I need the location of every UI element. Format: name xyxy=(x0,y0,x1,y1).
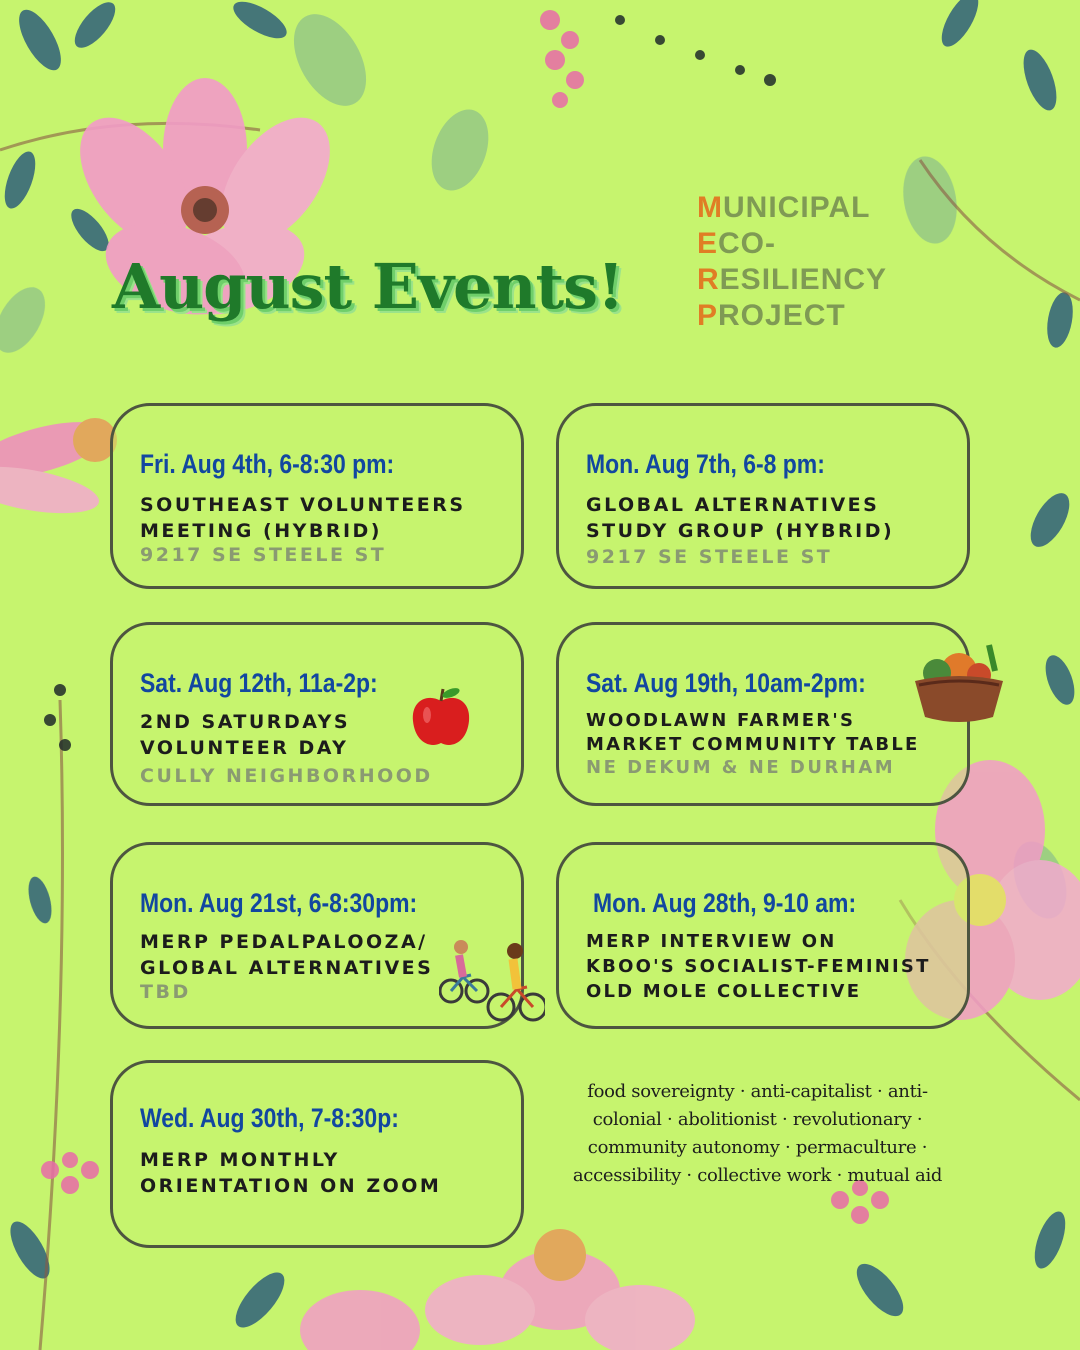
event-date: Wed. Aug 30th, 7-8:30p: xyxy=(140,1103,399,1133)
logo-letter-e: E xyxy=(697,227,719,260)
event-date: Sat. Aug 12th, 11a-2p: xyxy=(140,668,378,698)
event-card-aug-19 xyxy=(556,622,970,806)
event-date: Fri. Aug 4th, 6-8:30 pm: xyxy=(140,449,395,479)
logo-word-eco: CO- xyxy=(718,227,777,260)
event-date: Mon. Aug 21st, 6-8:30pm: xyxy=(140,888,418,918)
logo-word-municipal: UNICIPAL xyxy=(723,191,871,224)
event-date: Sat. Aug 19th, 10am-2pm: xyxy=(586,668,866,698)
logo-word-project: ROJECT xyxy=(718,299,846,332)
event-card-aug-28 xyxy=(556,842,970,1029)
apple-icon xyxy=(409,685,473,751)
event-name: GLOBAL ALTERNATIVES STUDY GROUP (HYBRID) xyxy=(586,494,895,542)
merp-logo xyxy=(697,190,887,334)
logo-letter-r: R xyxy=(697,263,720,296)
event-card-aug-30 xyxy=(110,1060,524,1248)
bicycle-riders-icon xyxy=(439,929,545,1029)
logo-word-resiliency: ESILIENCY xyxy=(719,263,888,296)
event-name: MERP PEDALPALOOZA/ GLOBAL ALTERNATIVES xyxy=(140,931,434,979)
vegetable-basket-icon xyxy=(909,631,1009,727)
event-name: MERP MONTHLY ORIENTATION ON ZOOM xyxy=(140,1149,442,1197)
event-location: 9217 SE STEELE ST xyxy=(586,546,833,568)
event-name: WOODLAWN FARMER'S MARKET COMMUNITY TABLE xyxy=(586,710,920,755)
event-name: 2ND SATURDAYS VOLUNTEER DAY xyxy=(140,711,351,759)
event-card-aug-7 xyxy=(556,403,970,589)
event-name: MERP INTERVIEW ON KBOO'S SOCIALIST-FEMINIST OLD MOLE COLLECTIVE xyxy=(586,931,931,1002)
logo-letter-m: M xyxy=(697,191,723,224)
event-location: 9217 SE STEELE ST xyxy=(140,544,387,566)
event-card-aug-12 xyxy=(110,622,524,806)
event-location: CULLY NEIGHBORHOOD xyxy=(140,765,433,787)
event-location: NE DEKUM & NE DURHAM xyxy=(586,757,896,778)
event-date: Mon. Aug 7th, 6-8 pm: xyxy=(586,449,825,479)
event-card-aug-4 xyxy=(110,403,524,589)
pink-flower-left xyxy=(0,411,117,522)
event-card-aug-21 xyxy=(110,842,524,1029)
logo-letter-p: P xyxy=(697,299,719,332)
event-location: TBD xyxy=(140,981,191,1003)
event-date: Mon. Aug 28th, 9-10 am: xyxy=(593,888,857,918)
page-title: August Events! xyxy=(112,250,624,323)
values-tagline: food sovereignty · anti-capitalist · anti- colonial · abolitionist · revolutionary · community autonomy · permaculture · accessibility · collective work · mutual aid xyxy=(572,1081,943,1186)
event-name: SOUTHEAST VOLUNTEERS MEETING (HYBRID) xyxy=(140,494,466,542)
